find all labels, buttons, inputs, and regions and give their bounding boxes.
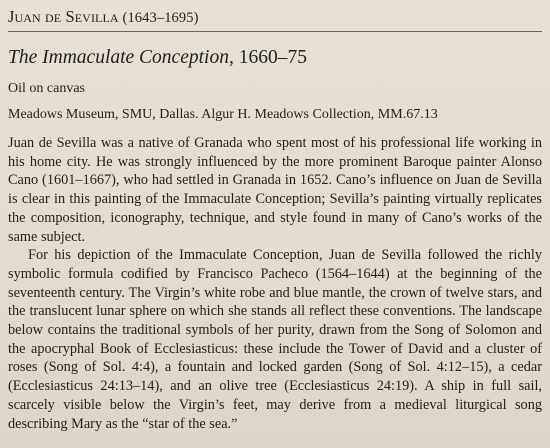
artist-dates: (1643–1695) <box>122 10 199 26</box>
body-paragraph-2: For his depiction of the Immaculate Conception, Juan de Sevilla followed the richly symbolic formula codified by Francisco Pacheco (1564–1644) at the beginning of the seventeenth century. The Virgin’s white robe and blue mantle, the crown of twelve stars, and the translucent lunar sphere on which she stands all reflect these conventions. The landscape below contains the traditional symbols of her purity, drawn from the Song of Solomon and the apocryphal Book of Ecclesiasticus: these include the Tower of David and a cluster of roses (Song of Sol. 4:4), a fountain and locked garden (Song of Sol. 4:12–15), a cedar (Ecclesiasticus 24:13–14), and an olive tree (Ecclesiasticus 24:19). A ship in full sail, scarcely visible below the Virgin’s feet, may derive from a medieval liturgical song describing Mary as the “star of the sea.” <box>8 247 542 432</box>
body-paragraph-1: Juan de Sevilla was a native of Granada who spent most of his professional life working in his home city. He was strongly influenced by the more prominent Baroque painter Alonso Cano (1601–1667), who had settled in Granada in 1652. Cano’s influence on Juan de Sevilla is clear in this painting of the Immaculate Conception; Sevilla’s painting virtually replicates the composition, iconography, technique, and style found in many of Cano’s works of the same subject. <box>8 135 542 245</box>
artist-heading <box>8 7 542 29</box>
artwork-title: The Immaculate Conception <box>8 47 229 68</box>
artist-name: Juan de Sevilla <box>8 7 119 26</box>
artwork-title-line <box>8 46 542 70</box>
divider-rule <box>8 31 542 32</box>
artwork-medium: Oil on canvas <box>8 81 85 96</box>
artwork-date: , 1660–75 <box>228 47 307 68</box>
artwork-collection: Meadows Museum, SMU, Dallas. Algur H. Meadows Collection, MM.67.13 <box>8 107 438 122</box>
label-body <box>8 134 542 433</box>
